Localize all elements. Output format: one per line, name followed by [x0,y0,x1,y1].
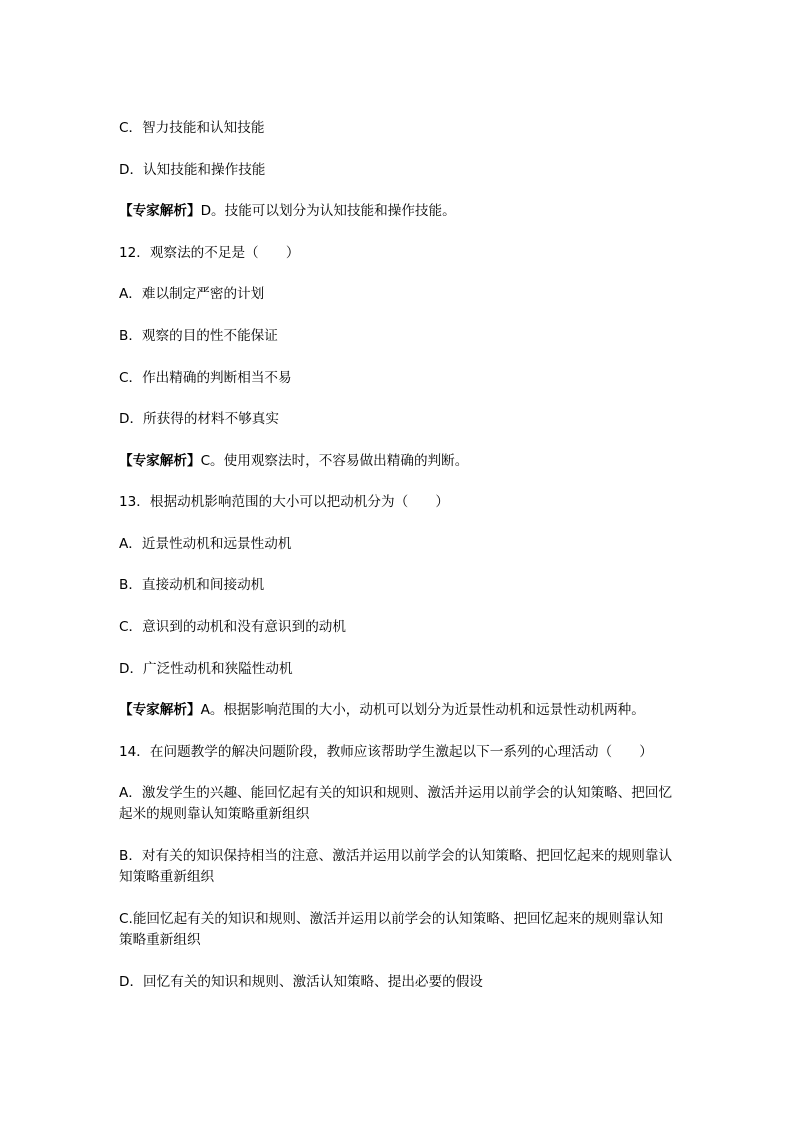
analysis-label: 【专家解析】 [119,702,201,718]
option-13c: C．意识到的动机和没有意识到的动机 [119,619,346,635]
analysis-label: 【专家解析】 [119,203,201,219]
option-12d: D．所获得的材料不够真实 [119,411,279,427]
option-14d: D．回忆有关的知识和规则、激活认知策略、提出必要的假设 [119,974,483,990]
option-14b: B．对有关的知识保持相当的注意、激活并运用以前学会的认知策略、把回忆起来的规则靠认知策略重新组织 [119,848,673,885]
analysis-label: 【专家解析】 [119,453,201,469]
option-13b: B．直接动机和间接动机 [119,577,265,593]
option-13d: D．广泛性动机和狭隘性动机 [119,661,293,677]
option-12b: B．观察的目的性不能保证 [119,328,278,344]
option-14a: A．激发学生的兴趣、能回忆起有关的知识和规则、激活并运用以前学会的认知策略、把回忆起米的规则靠认知策略重新组织 [119,785,673,822]
option-12a: A．难以制定严密的计划 [119,286,265,302]
question-13: 13．根据动机影响范围的大小可以把动机分为（ ） [119,494,449,510]
analysis-13 [119,700,675,721]
analysis-11 [119,201,675,222]
option-11c: C．智力技能和认知技能 [119,120,265,136]
option-13a: A．近景性动机和远景性动机 [119,536,292,552]
analysis-text: C。使用观察法时，不容易做出精确的判断。 [200,453,469,469]
analysis-text: D。技能可以划分为认知技能和操作技能。 [200,203,456,219]
option-12c: C．作出精确的判断相当不易 [119,370,292,386]
question-12: 12．观察法的不足是（ ） [119,245,300,261]
question-14: 14．在问题教学的解决问题阶段，教师应该帮助学生激起以下一系列的心理活动（ ） [119,744,653,760]
option-11d: D．认知技能和操作技能 [119,162,266,178]
option-14c: C.能回忆起有关的知识和规则、激活并运用以前学会的认知策略、把回忆起来的规则靠认知策略重新组织 [119,911,663,948]
analysis-12 [119,451,675,472]
analysis-text: A。根据影响范围的大小，动机可以划分为近景性动机和远景性动机两种。 [200,702,645,718]
